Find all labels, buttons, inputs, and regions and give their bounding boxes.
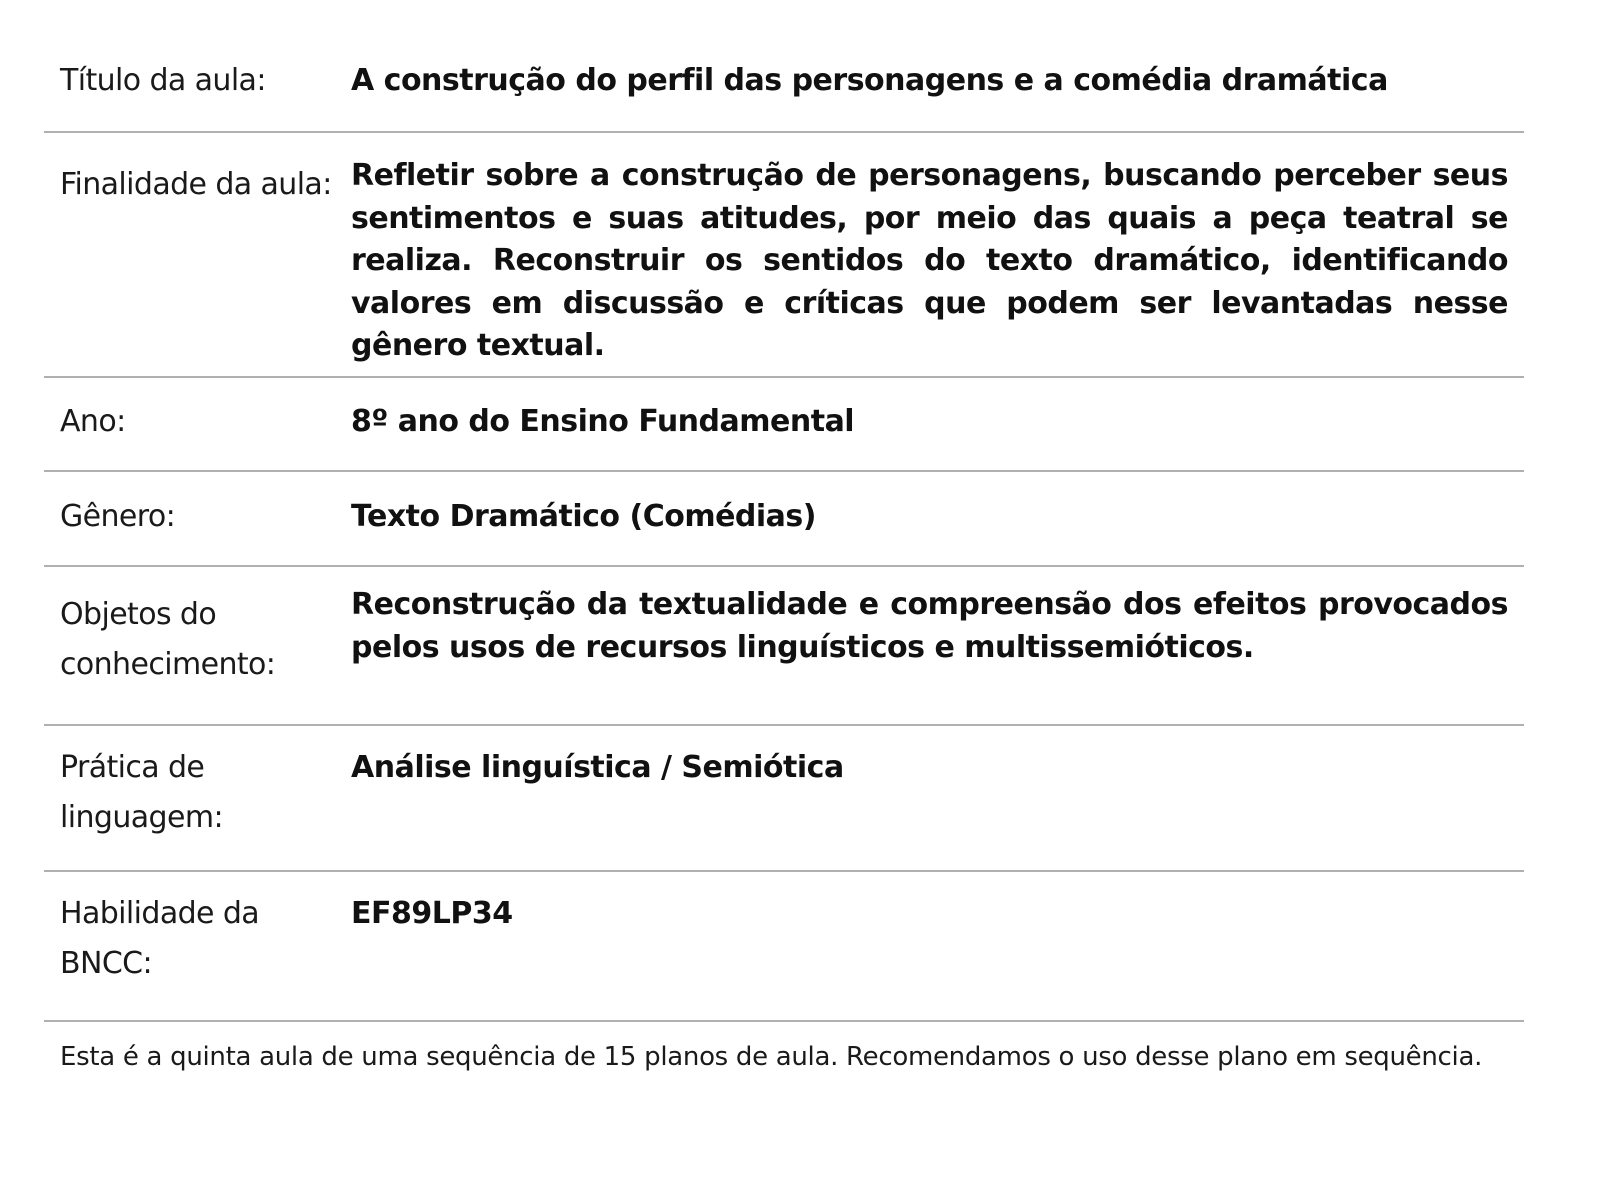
lesson-title-label: Título da aula: [60, 63, 266, 98]
row-bncc-skill [44, 872, 1524, 1022]
grade-year-value: 8º ano do Ensino Fundamental [351, 404, 855, 439]
language-practice-value: Análise linguística / Semiótica [351, 750, 844, 785]
grade-year-label: Ano: [60, 404, 126, 439]
language-practice-label: Prática de linguagem: [60, 750, 223, 835]
row-lesson-purpose [44, 133, 1524, 378]
knowledge-objects-value: Reconstrução da textualidade e compreensão dos efeitos provocados pelos usos de recursos linguísticos e multissemióticos. [351, 587, 1508, 665]
knowledge-objects-label: Objetos do conhecimento: [60, 597, 276, 682]
lesson-purpose-value: Refletir sobre a construção de personagens, buscando perceber seus sentimentos e suas atitudes, por meio das quais a peça teatral se realiza. Reconstruir os sentidos do texto dramático, identificando valores em discussão e críticas que podem ser levantadas nesse gênero textual. [351, 158, 1508, 363]
bncc-skill-label: Habilidade da BNCC: [60, 896, 260, 981]
genre-value: Texto Dramático (Comédias) [351, 499, 816, 534]
lesson-title-value: A construção do perfil das personagens e a comédia dramática [351, 63, 1388, 98]
lesson-plan-table [44, 0, 1524, 1079]
row-grade-year [44, 378, 1524, 472]
row-genre [44, 472, 1524, 567]
lesson-purpose-label: Finalidade da aula: [60, 167, 332, 202]
row-language-practice [44, 726, 1524, 872]
row-knowledge-objects [44, 567, 1524, 726]
row-lesson-title [44, 0, 1524, 133]
bncc-skill-code: EF89LP34 [351, 896, 513, 931]
sequence-note: Esta é a quinta aula de uma sequência de 15 planos de aula. Recomendamos o uso desse plano em sequência. [60, 1042, 1483, 1072]
genre-label: Gênero: [60, 499, 176, 534]
